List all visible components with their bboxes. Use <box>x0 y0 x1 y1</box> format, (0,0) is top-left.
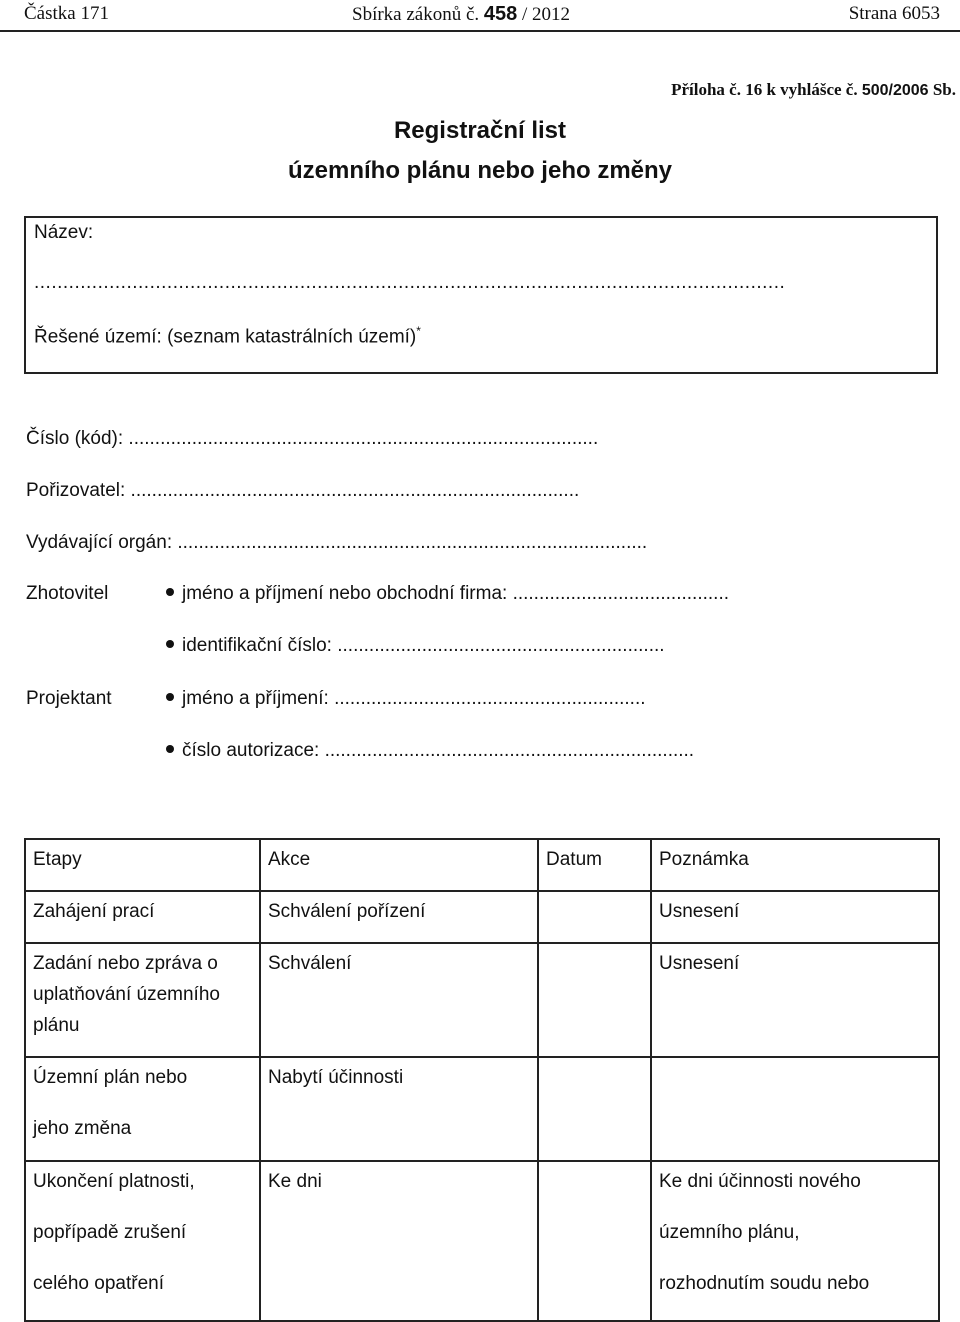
reseni-uzemi-text: Řešené území: (seznam katastrálních území) <box>34 326 417 348</box>
cell-datum <box>538 891 651 943</box>
cell-akce: Schválení pořízení <box>260 891 538 943</box>
cell-poznamka: Usnesení <box>651 891 939 943</box>
poznamka-line: rozhodnutím soudu nebo <box>659 1273 870 1294</box>
cislo-field: Číslo (kód): ......................................................................................... <box>26 428 599 449</box>
annex-number: 500/2006 <box>861 82 929 99</box>
sbirka-number: 458 <box>483 3 518 25</box>
sbirka-suffix: / 2012 <box>522 4 571 25</box>
zhotovitel-ic-text: identifikační číslo: .............................................................. <box>182 635 665 656</box>
header-poznamka: Poznámka <box>651 839 939 891</box>
sbirka-prefix: Sbírka zákonů č. <box>352 4 480 25</box>
etapa-line: Ukončení platnosti, <box>33 1171 195 1192</box>
cell-datum <box>538 943 651 1057</box>
cell-akce: Ke dni <box>260 1161 538 1321</box>
etapa-line: Územní plán nebo <box>33 1067 188 1088</box>
cell-etapa <box>25 1161 260 1321</box>
table-row <box>25 1057 939 1161</box>
sbirka-label <box>352 3 570 26</box>
name-box <box>24 216 938 374</box>
table-row <box>25 1161 939 1321</box>
strana-label: Strana 6053 <box>848 3 940 24</box>
projektant-authorization-item <box>166 740 694 762</box>
nazev-label: Název: <box>34 222 94 243</box>
cell-etapa: Zahájení prací <box>25 891 260 943</box>
cell-poznamka: Usnesení <box>651 943 939 1057</box>
zhotovitel-ic-item <box>166 635 665 657</box>
document-title: Registrační list <box>393 117 567 144</box>
poznamka-line: Ke dni účinnosti nového <box>659 1171 861 1192</box>
bullet-icon <box>166 745 174 753</box>
table-row <box>25 891 939 943</box>
projektant-name-text: jméno a příjmení: ........................................................... <box>182 688 646 709</box>
annex-prefix: Příloha č. 16 k vyhlášce č. <box>671 80 858 99</box>
cell-poznamka <box>651 1057 939 1161</box>
projektant-authorization-text: číslo autorizace: ...................................................................... <box>182 740 695 761</box>
document-subtitle: územního plánu nebo jeho změny <box>287 157 673 184</box>
reseni-uzemi-label <box>34 324 421 348</box>
projektant-label: Projektant <box>26 688 112 709</box>
cell-poznamka <box>651 1161 939 1321</box>
etapa-line: celého opatření <box>33 1273 164 1294</box>
header-datum: Datum <box>538 839 651 891</box>
stages-table <box>24 838 940 1322</box>
etapa-line: jeho změna <box>33 1118 132 1139</box>
porizovatel-field: Pořizovatel: ..................................................................................... <box>26 480 580 501</box>
annex-reference <box>671 80 956 100</box>
annex-suffix: Sb. <box>932 80 956 99</box>
cell-etapa <box>25 1057 260 1161</box>
etapa-line: popřípadě zrušení <box>33 1222 187 1243</box>
cell-akce: Nabytí účinnosti <box>260 1057 538 1161</box>
cell-datum <box>538 1161 651 1321</box>
cell-etapa: Zadání nebo zpráva o uplatňování územního plánu <box>25 943 260 1057</box>
cell-datum <box>538 1057 651 1161</box>
cell-akce: Schválení <box>260 943 538 1057</box>
poznamka-line: územního plánu, <box>659 1222 800 1243</box>
vydavajici-organ-field: Vydávající orgán: ......................................................................................... <box>26 532 648 553</box>
table-row <box>25 943 939 1057</box>
bullet-icon <box>166 640 174 648</box>
footnote-mark: * <box>416 324 421 338</box>
bullet-icon <box>166 693 174 701</box>
zhotovitel-label: Zhotovitel <box>26 583 109 604</box>
nazev-dots: .................................................................................................................................. <box>34 272 786 293</box>
castka-label: Částka 171 <box>24 3 109 24</box>
zhotovitel-name-item <box>166 583 729 605</box>
bullet-icon <box>166 588 174 596</box>
zhotovitel-name-text: jméno a příjmení nebo obchodní firma: ......................................... <box>182 583 730 604</box>
header-etapy: Etapy <box>25 839 260 891</box>
page-header <box>0 0 960 32</box>
projektant-name-item <box>166 688 646 710</box>
table-header-row <box>25 839 939 891</box>
header-akce: Akce <box>260 839 538 891</box>
